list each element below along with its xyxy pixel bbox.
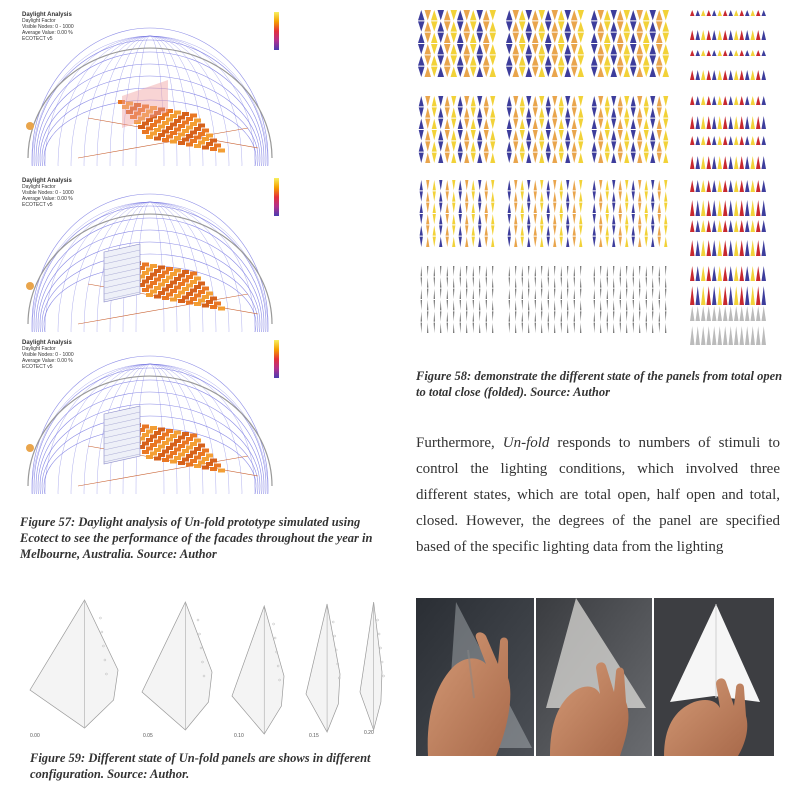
panel-state-cell [594, 266, 667, 333]
photo-frosted-panel [536, 598, 652, 756]
panel-label: 0.15 [309, 733, 319, 739]
sun-path-dome [18, 174, 290, 332]
panel-elevation-column [690, 266, 766, 345]
panel-state-cell [592, 96, 669, 163]
panel-state-cell [419, 96, 496, 163]
figure-57-caption: Figure 57: Daylight analysis of Un-fold prototype simulated using Ecotect to see the performance of the facades throughout the year in Melbourne, Australia. Source: Author [20, 515, 373, 561]
unfold-panel [232, 606, 284, 734]
panel-title: Daylight Analysis [22, 178, 72, 184]
figure-58-caption: Figure 58: demonstrate the different state of the panels from total open to total close (folded). Source: Author [416, 369, 783, 399]
panel-meta: ECOTECT v5 [22, 202, 53, 208]
panel-label: 0.00 [30, 733, 40, 739]
panel-meta: ECOTECT v5 [22, 364, 53, 370]
panel-label: 0.10 [234, 733, 244, 739]
panel-meta: Visible Nodes: 0 - 1000 [22, 24, 74, 30]
panel-elevation-column [690, 10, 766, 80]
panel-state-grid [418, 10, 788, 350]
photo-opaque-panel [654, 598, 774, 756]
sun-path-dome [18, 8, 290, 166]
panel-title: Daylight Analysis [22, 12, 72, 18]
panel-label: 0.05 [143, 733, 153, 739]
panel-state-cell [508, 180, 583, 247]
panel-state-cell [593, 180, 668, 247]
panel-meta: Average Value: 0.00 % [22, 358, 73, 364]
panel-state-cell [420, 180, 495, 247]
body-text-start: Furthermore, [416, 435, 503, 451]
unfold-panels-drawing [24, 596, 396, 742]
panel-meta: Visible Nodes: 0 - 1000 [22, 352, 74, 358]
panel-meta: Average Value: 0.00 % [22, 196, 73, 202]
sun-path-dome [18, 336, 290, 494]
panel-subtitle: Daylight Factor [22, 184, 56, 190]
daylight-panel-2 [18, 174, 290, 332]
panel-meta: ECOTECT v5 [22, 36, 53, 42]
panel-elevation-column [690, 96, 766, 169]
figure-59-caption: Figure 59: Different state of Un-fold panels are shows in different configuration. Source: Author. [30, 751, 371, 781]
photo-transparent-panel [416, 598, 534, 756]
panel-subtitle: Daylight Factor [22, 18, 56, 24]
prototype-photos [416, 598, 774, 756]
unfold-panel [142, 602, 212, 730]
panel-state-cell [507, 96, 584, 163]
unfold-panel [306, 604, 340, 732]
panel-elevation-column [690, 180, 766, 256]
unfold-panel [30, 600, 118, 728]
panel-title: Daylight Analysis [22, 340, 72, 346]
body-text-emphasis: Un-fold [502, 435, 550, 451]
daylight-panel-3 [18, 336, 290, 494]
panel-meta: Average Value: 0.00 % [22, 30, 73, 36]
panel-label: 0.20 [364, 730, 374, 736]
panel-state-cell [421, 266, 494, 333]
body-paragraph [416, 430, 780, 560]
panel-state-cell [509, 266, 582, 333]
panel-state-cell [506, 10, 584, 77]
body-text-rest: responds to numbers of stimuli to control the lighting conditions, which involved three different states, which are total open, half open and total, closed. However, the degrees of the panel are specified based of the specific lighting data from the lighting [416, 435, 780, 555]
panel-subtitle: Daylight Factor [22, 346, 56, 352]
daylight-panel-1 [18, 8, 290, 166]
panel-meta: Visible Nodes: 0 - 1000 [22, 190, 74, 196]
unfold-panel [360, 602, 385, 730]
panel-state-cell [591, 10, 669, 77]
panel-state-cell [418, 10, 496, 77]
